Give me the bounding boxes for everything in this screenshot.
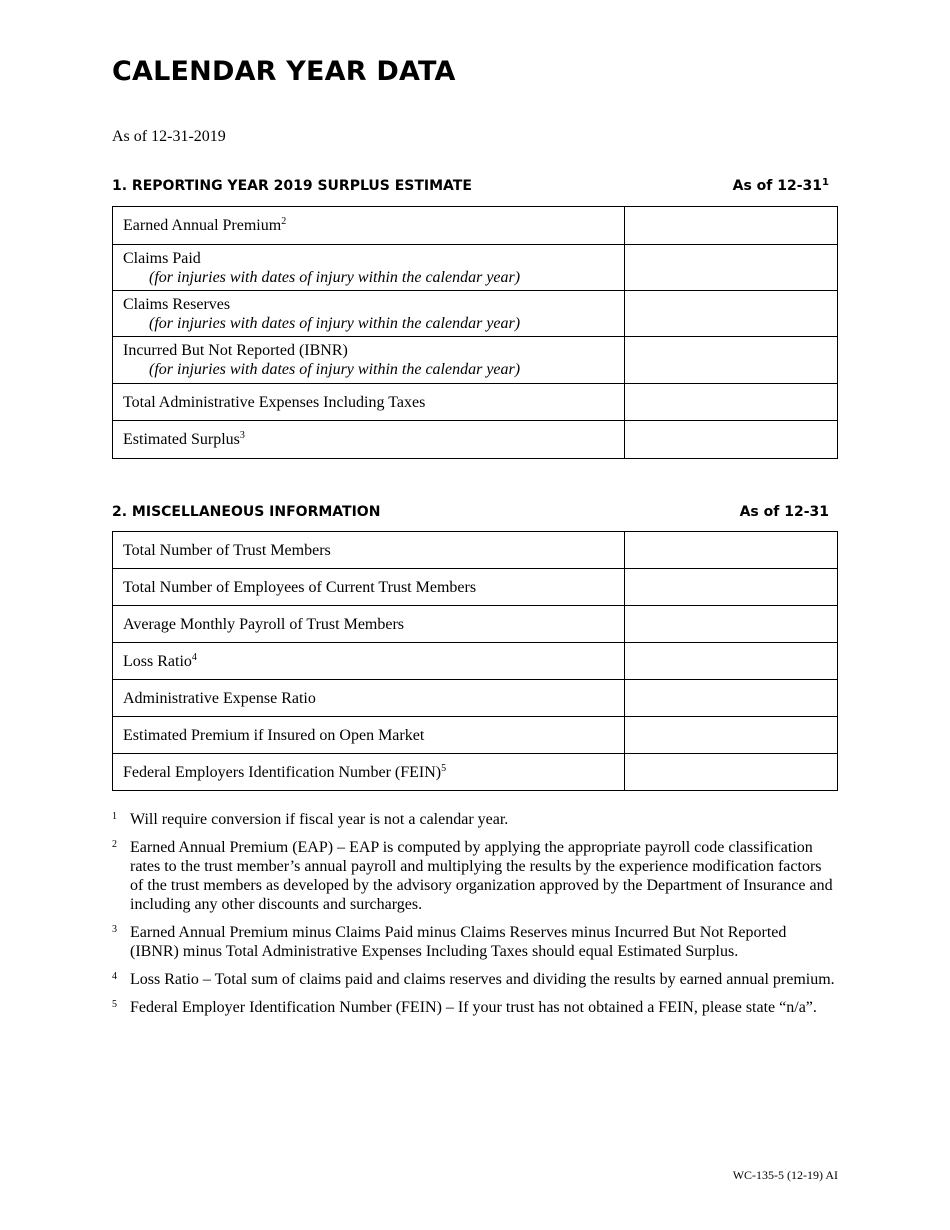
row-sublabel: (for injuries with dates of injury within the calendar year) <box>149 361 521 378</box>
surplus-estimate-table <box>112 206 838 459</box>
table-row <box>113 680 838 717</box>
row-label: Claims Paid <box>123 249 201 267</box>
value-input-cell[interactable] <box>625 606 838 643</box>
section1-column-heading: As of $12-31^1$ <box>732 177 829 194</box>
table-row <box>113 245 838 291</box>
row-label: Claims Reserves <box>123 295 231 313</box>
row-label-cell <box>113 421 625 459</box>
row-label: Total Number of Trust Members <box>123 541 331 559</box>
footnote-number: 3 <box>112 924 117 935</box>
table-row <box>113 421 838 459</box>
row-label-cell <box>113 532 625 569</box>
row-sublabel: (for injuries with dates of injury within the calendar year) <box>149 268 521 286</box>
value-input-cell[interactable] <box>625 384 838 421</box>
row-label: Earned Annual Premium <box>123 217 282 234</box>
footnote-number: 5 <box>112 999 117 1010</box>
value-input-cell[interactable] <box>625 717 838 754</box>
footnotes <box>112 810 838 1026</box>
table-row <box>113 532 838 569</box>
table-row <box>113 717 838 754</box>
row-label-cell <box>113 754 625 791</box>
footnote-number: 4 <box>112 971 117 982</box>
value-input-cell[interactable] <box>625 291 838 337</box>
table-row <box>113 569 838 606</box>
form-code: WC-135-5 (12-19) AI <box>732 1168 838 1182</box>
footnote-item <box>112 923 838 961</box>
row-label-cell <box>113 606 625 643</box>
table-row <box>113 754 838 791</box>
table-row <box>113 606 838 643</box>
footnote-ref: 4 <box>191 651 197 663</box>
value-input-cell[interactable] <box>625 207 838 245</box>
table-row <box>113 207 838 245</box>
section1-heading: 1. REPORTING YEAR 2019 SURPLUS ESTIMATE <box>112 178 472 194</box>
row-label: Total Number of Employees of Current Trust Members <box>123 578 477 596</box>
section1-header <box>112 178 829 194</box>
row-sublabel: (for injuries with dates of injury within the calendar year) <box>149 314 521 332</box>
row-label-cell <box>113 384 625 421</box>
value-input-cell[interactable] <box>625 569 838 606</box>
row-label-cell <box>113 643 625 680</box>
footnote-text: Federal Employer Identification Number (FEIN) – If your trust has not obtained a FEIN, please state “n/a”. <box>130 999 817 1016</box>
misc-info-table <box>112 531 838 791</box>
value-input-cell[interactable] <box>625 754 838 791</box>
row-label-cell <box>113 207 625 245</box>
value-input-cell[interactable] <box>625 643 838 680</box>
as-of-date: As of 12-31-2019 <box>112 128 226 145</box>
footnote-item <box>112 970 838 989</box>
value-input-cell[interactable] <box>625 337 838 384</box>
row-label: Loss Ratio <box>123 652 192 670</box>
section2-column-heading: As of 12-31 <box>739 504 829 520</box>
value-input-cell[interactable] <box>625 532 838 569</box>
table-row <box>113 337 838 384</box>
section2-header <box>112 504 829 520</box>
footnote-item <box>112 838 838 914</box>
row-label-cell <box>113 245 625 291</box>
table-row <box>113 384 838 421</box>
row-label: Total Administrative Expenses Including Taxes <box>123 393 426 411</box>
table-row <box>113 291 838 337</box>
footnote-ref: 1 <box>822 177 829 188</box>
footnote-ref: 5 <box>441 762 447 774</box>
row-label-cell <box>113 680 625 717</box>
footnote-item <box>112 810 838 829</box>
table-row <box>113 643 838 680</box>
footnote-ref: 3 <box>239 430 245 441</box>
footnote-number: 2 <box>112 839 117 850</box>
row-label-cell <box>113 569 625 606</box>
value-input-cell[interactable] <box>625 421 838 459</box>
footnote-text: Will require conversion if fiscal year is not a calendar year. <box>130 811 509 828</box>
row-label: Incurred But Not Reported (IBNR) <box>123 342 348 359</box>
row-label: Estimated Surplus <box>123 431 240 448</box>
value-input-cell[interactable] <box>625 245 838 291</box>
row-label-cell <box>113 337 625 384</box>
row-label-cell <box>113 717 625 754</box>
row-label: Administrative Expense Ratio <box>123 689 316 707</box>
section2-heading: 2. MISCELLANEOUS INFORMATION <box>112 504 381 520</box>
row-label-cell <box>113 291 625 337</box>
footnote-text: Earned Annual Premium minus Claims Paid minus Claims Reserves minus Incurred But Not Reported (IBNR) minus Total Administrative Expenses Including Taxes should equal Estimated Surplus. <box>130 924 787 960</box>
row-label: Average Monthly Payroll of Trust Members <box>123 615 405 633</box>
row-label: Estimated Premium if Insured on Open Market <box>123 726 425 744</box>
footnote-text: Earned Annual Premium (EAP) – EAP is computed by applying the appropriate payroll code classification rates to the trust member’s annual payroll and multiplying the results by the experience modification factors of the trust members as developed by the advisory organization approved by the Department of Insurance and including any other discounts and surcharges. <box>130 839 833 913</box>
value-input-cell[interactable] <box>625 680 838 717</box>
footnote-ref: 2 <box>281 216 287 227</box>
row-label: Federal Employers Identification Number (FEIN) <box>123 763 442 781</box>
footnote-text: Loss Ratio – Total sum of claims paid and claims reserves and dividing the results by earned annual premium. <box>130 971 835 988</box>
footnote-item <box>112 998 838 1017</box>
footnote-number: 1 <box>112 811 117 822</box>
page-title: CALENDAR YEAR DATA <box>112 56 456 87</box>
